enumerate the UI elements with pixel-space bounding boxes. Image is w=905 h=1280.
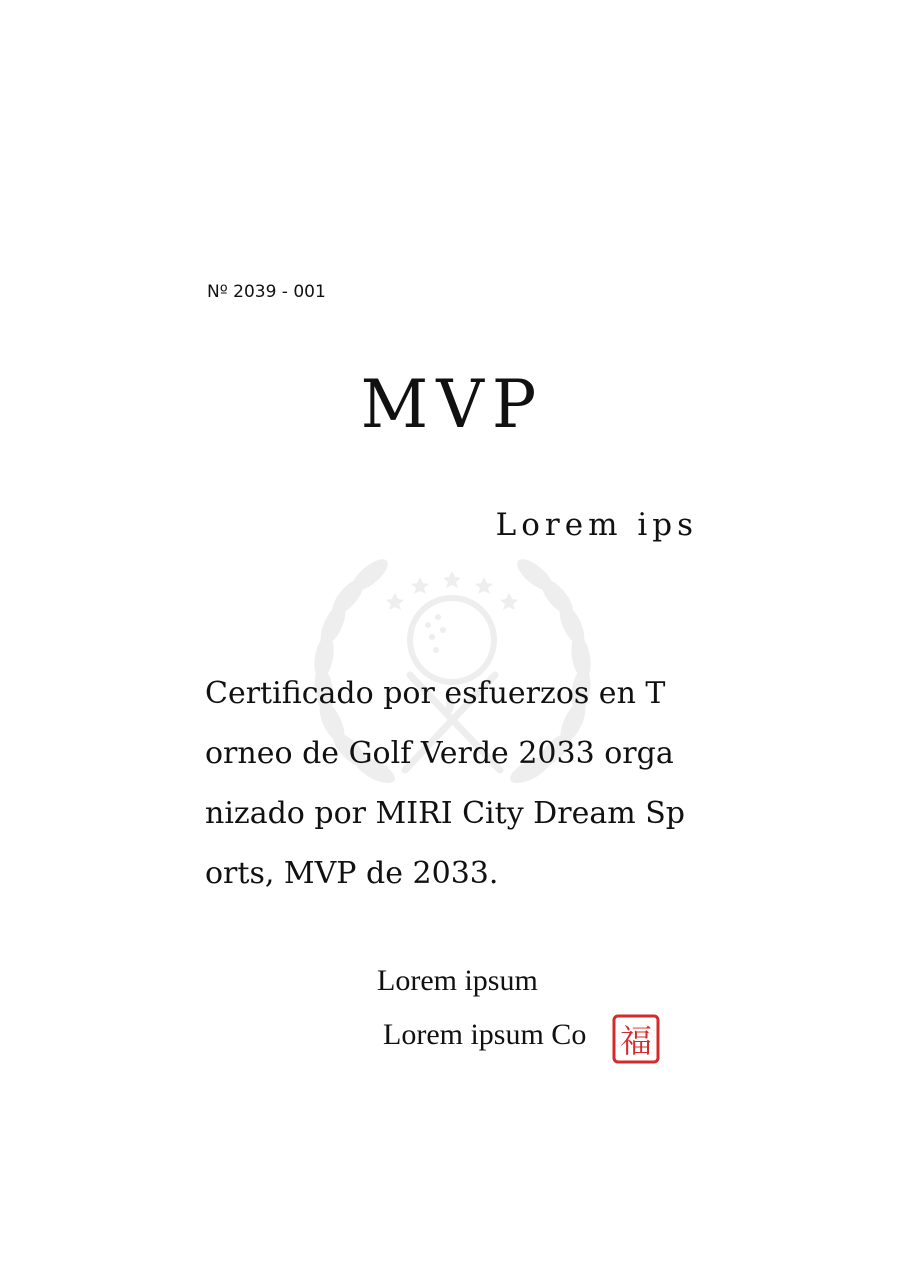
certificate-number: Nº 2039 - 001	[207, 282, 326, 302]
signer-organization: Lorem ipsum Co	[383, 1018, 587, 1051]
signer-name: Lorem ipsum	[377, 964, 538, 997]
body-line-4: orts, MVP de 2033.	[205, 856, 499, 891]
body-line-1: Certificado por esfuerzos en T	[205, 676, 666, 711]
fu-seal-stamp-icon	[612, 1014, 660, 1064]
certificate-body	[205, 664, 705, 904]
body-line-2: orneo de Golf Verde 2033 orga	[205, 736, 674, 771]
certificate-subtitle: Lorem ips	[495, 507, 698, 543]
certificate-title: MVP	[360, 366, 545, 443]
seal-glyph: 福	[619, 1022, 653, 1060]
body-line-3: nizado por MIRI City Dream Sp	[205, 796, 685, 831]
